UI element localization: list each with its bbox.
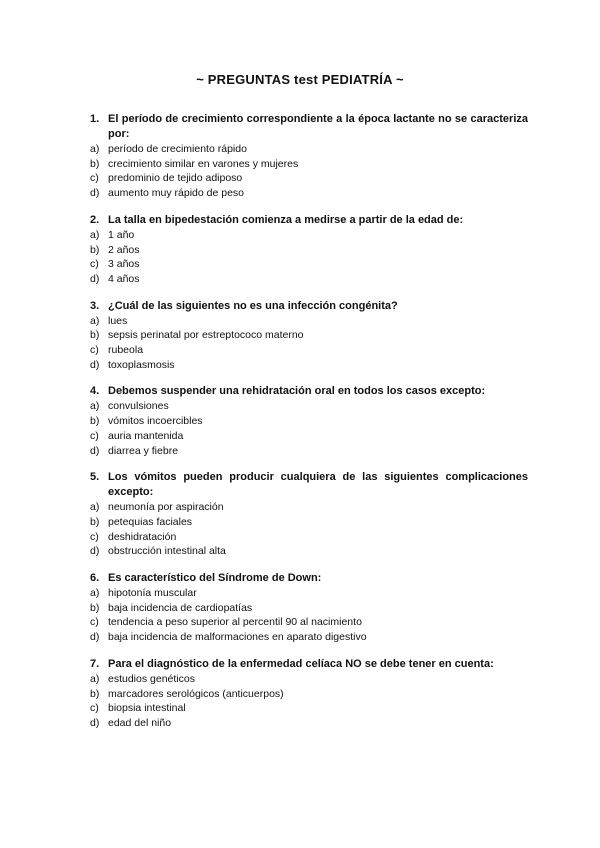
option-text: baja incidencia de malformaciones en aparato digestivo [108,631,367,644]
option-text: lues [108,314,128,327]
option-d [90,358,528,373]
option-a [90,228,528,243]
question-text: Es característico del Síndrome de Down: [108,572,322,585]
question-stem [90,112,528,142]
option-letter: c) [90,258,99,271]
option-text: obstrucción intestinal alta [108,545,226,558]
option-d [90,716,528,731]
option-letter: a) [90,228,100,241]
option-letter: d) [90,631,100,644]
option-letter: a) [90,501,100,514]
question-number: 7. [90,657,100,670]
option-text: 2 años [108,243,140,256]
option-a [90,142,528,157]
option-c [90,530,528,545]
option-a [90,672,528,687]
option-d [90,186,528,201]
question-text: Para el diagnóstico de la enfermedad celíaca NO se debe tener en cuenta: [108,657,494,670]
option-d [90,444,528,459]
question-number: 4. [90,385,100,398]
option-c [90,171,528,186]
option-text: marcadores serológicos (anticuerpos) [108,687,284,700]
question-text: El período de crecimiento correspondiente a la época lactante no se caracteriza por: [108,113,528,140]
option-d [90,630,528,645]
question-number: 2. [90,213,100,226]
option-c [90,343,528,358]
option-letter: d) [90,187,100,200]
option-text: biopsia intestinal [108,702,186,715]
option-letter: a) [90,587,100,600]
question-number: 5. [90,471,100,484]
option-text: petequias faciales [108,515,193,528]
question-stem [90,657,528,672]
option-letter: a) [90,143,100,155]
question-7 [90,657,528,731]
option-letter: c) [90,616,99,629]
option-text: rubeola [108,344,144,357]
question-text: Debemos suspender una rehidratación oral en todos los casos excepto: [108,385,486,398]
option-text: toxoplasmosis [108,358,175,371]
option-letter: c) [90,172,99,185]
option-letter: a) [90,314,100,327]
question-list [90,112,528,743]
option-b [90,157,528,172]
option-text: tendencia a peso superior al percentil 90 al nacimiento [108,616,362,629]
option-text: 1 año [108,228,135,241]
option-text: período de crecimiento rápido [108,143,247,155]
option-b [90,328,528,343]
question-stem [90,384,528,399]
option-text: diarrea y fiebre [108,444,179,457]
question-text: ¿Cuál de las siguientes no es una infección congénita? [108,299,398,312]
question-5 [90,470,528,559]
option-text: predominio de tejido adiposo [108,172,243,185]
question-stem [90,571,528,586]
option-letter: b) [90,243,100,256]
question-6 [90,571,528,645]
page-title: ~ PREGUNTAS test PEDIATRÍA ~ [196,72,404,87]
option-letter: d) [90,272,100,285]
option-b [90,515,528,530]
option-letter: b) [90,515,100,528]
question-1 [90,112,528,201]
option-a [90,314,528,329]
option-text: 3 años [108,258,140,271]
option-text: hipotonía muscular [108,587,197,600]
option-letter: b) [90,601,100,614]
question-4 [90,384,528,458]
option-c [90,257,528,272]
option-a [90,586,528,601]
option-text: neumonía por aspiración [108,501,224,514]
question-2 [90,213,528,287]
question-number: 1. [90,113,100,125]
option-text: estudios genéticos [108,672,195,685]
option-letter: b) [90,329,100,342]
option-a [90,500,528,515]
option-b [90,601,528,616]
option-letter: c) [90,429,99,442]
option-c [90,701,528,716]
option-letter: d) [90,545,100,558]
option-letter: b) [90,415,100,428]
option-letter: c) [90,530,99,543]
question-number: 3. [90,299,100,312]
option-text: 4 años [108,272,140,285]
option-letter: a) [90,400,100,413]
option-text: deshidratación [108,530,177,543]
option-c [90,429,528,444]
option-text: auria mantenida [108,429,184,442]
option-letter: b) [90,157,100,170]
option-text: aumento muy rápido de peso [108,187,245,200]
option-letter: c) [90,344,99,357]
question-stem [90,470,528,500]
option-text: convulsiones [108,400,169,413]
option-letter: b) [90,687,100,700]
option-text: crecimiento similar en varones y mujeres [108,157,299,170]
option-b [90,687,528,702]
question-text: La talla en bipedestación comienza a medirse a partir de la edad de: [108,213,464,226]
question-3 [90,299,528,373]
option-letter: d) [90,716,100,729]
option-text: edad del niño [108,716,172,729]
option-letter: a) [90,672,100,685]
option-c [90,615,528,630]
option-letter: d) [90,358,100,371]
option-text: sepsis perinatal por estreptococo materno [108,329,304,342]
option-d [90,544,528,559]
option-d [90,272,528,287]
question-number: 6. [90,572,100,585]
option-text: baja incidencia de cardiopatías [108,601,253,614]
question-stem [90,213,528,228]
option-letter: d) [90,444,100,457]
question-stem [90,299,528,314]
question-text: Los vómitos pueden producir cualquiera de las siguientes complicaciones excepto: [108,471,528,499]
option-b [90,414,528,429]
option-b [90,243,528,258]
option-text: vómitos incoercibles [108,415,203,428]
option-a [90,399,528,414]
option-letter: c) [90,702,99,715]
